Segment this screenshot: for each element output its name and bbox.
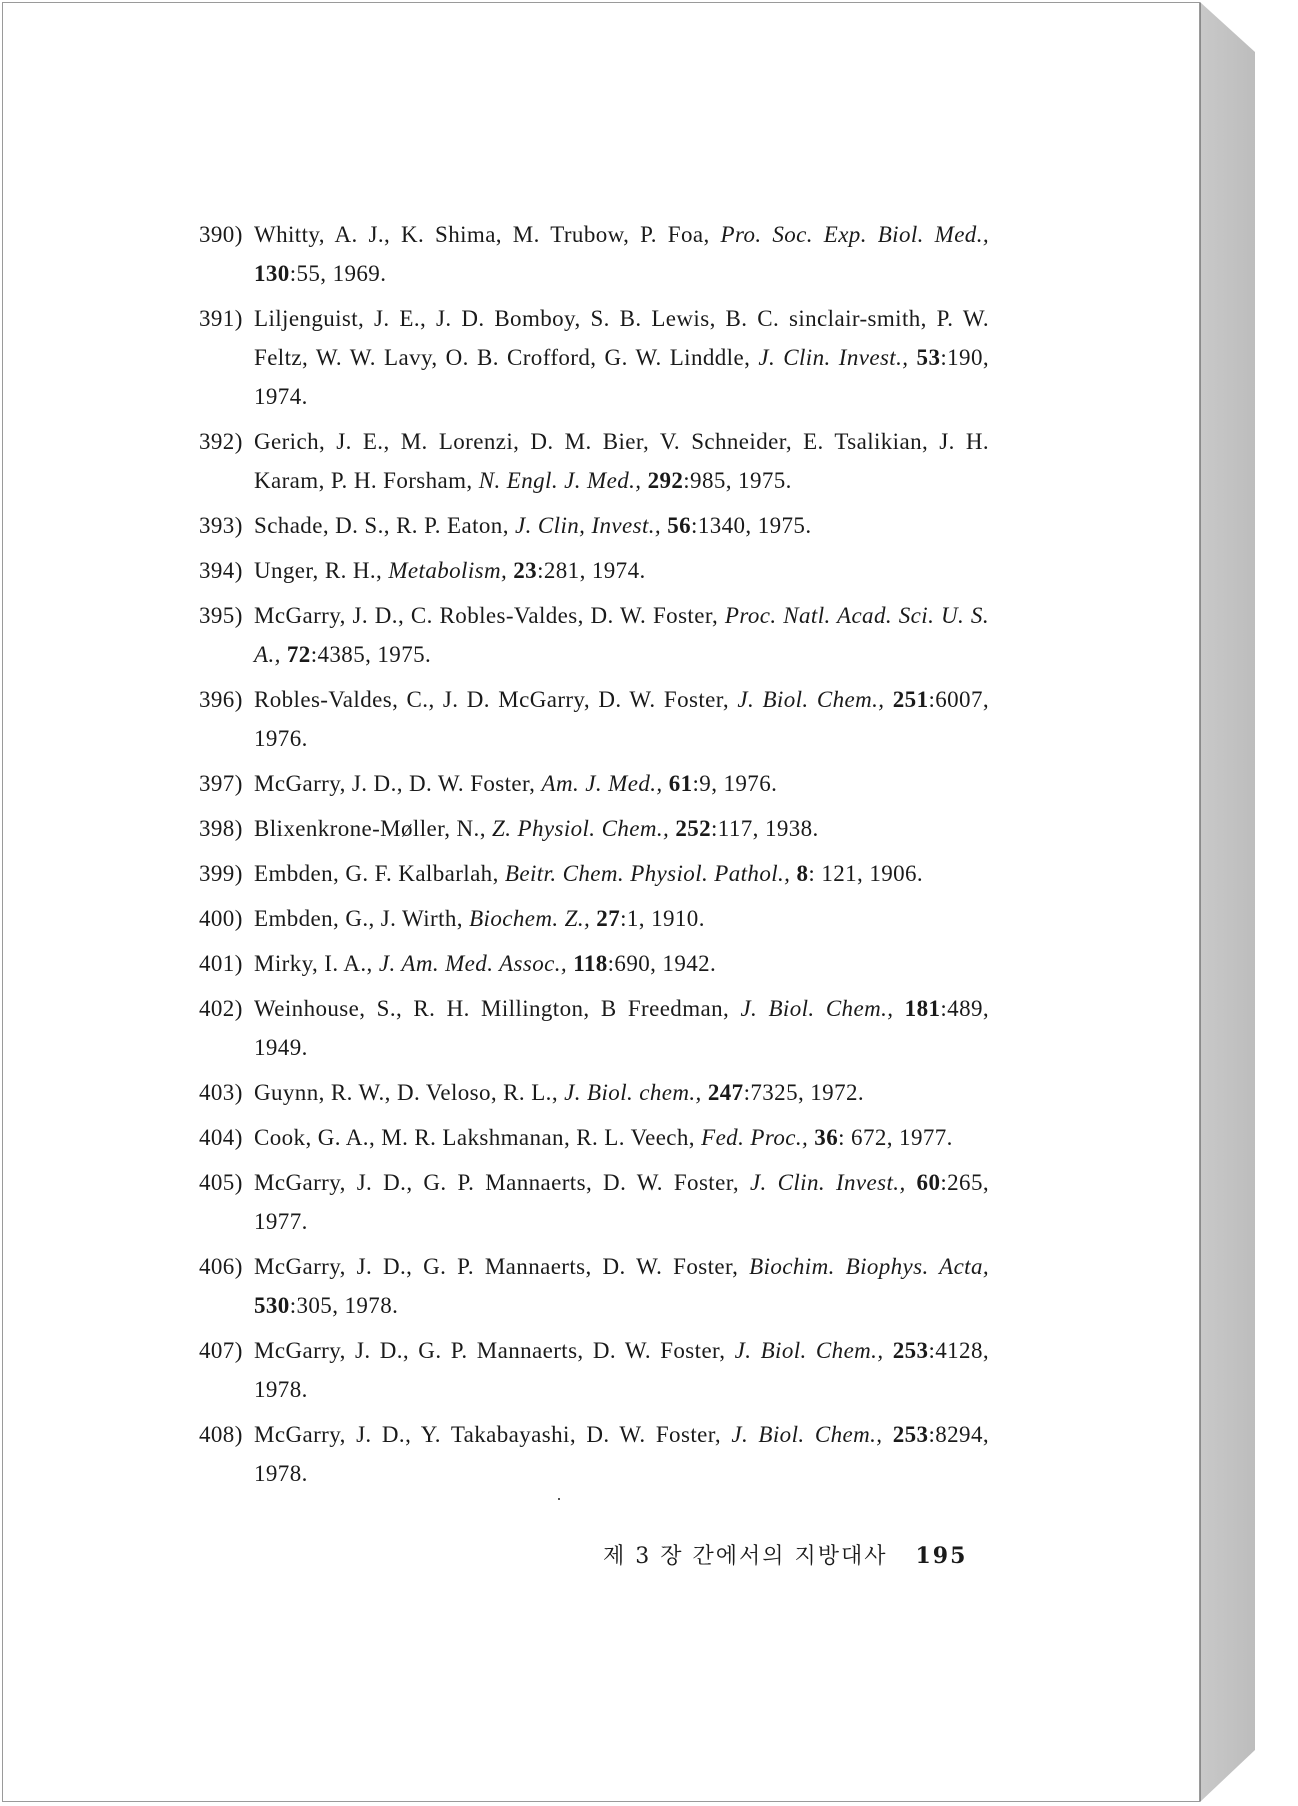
reference-journal: Pro. Soc. Exp. Biol. Med., bbox=[720, 222, 989, 247]
reference-number: 405) bbox=[199, 1170, 243, 1195]
reference-journal: Beitr. Chem. Physiol. Pathol., bbox=[504, 861, 791, 886]
reference-number: 398) bbox=[199, 816, 243, 841]
reference-item bbox=[199, 989, 989, 1067]
reference-journal: Proc. Natl. Acad. Sci. U. S. A., bbox=[254, 603, 989, 667]
reference-number: 402) bbox=[199, 996, 243, 1021]
reference-number: 406) bbox=[199, 1254, 243, 1279]
reference-pages-year: :6007, 1976. bbox=[254, 687, 990, 751]
reference-volume: 251 bbox=[892, 687, 929, 712]
reference-text bbox=[254, 1331, 989, 1409]
reference-journal: Z. Physiol. Chem., bbox=[492, 816, 670, 841]
reference-pages-year: :305, 1978. bbox=[289, 1293, 399, 1318]
reference-authors: McGarry, J. D., G. P. Mannaerts, D. W. Foster, bbox=[254, 1170, 739, 1195]
reference-number: 399) bbox=[199, 861, 243, 886]
reference-journal: Biochim. Biophys. Acta, bbox=[749, 1254, 990, 1279]
reference-text bbox=[254, 680, 989, 758]
reference-item bbox=[199, 944, 989, 983]
reference-number: 401) bbox=[199, 951, 243, 976]
reference-journal: J. Biol. Chem., bbox=[734, 1338, 884, 1363]
reference-text bbox=[254, 551, 989, 590]
reference-authors: McGarry, J. D., Y. Takabayashi, D. W. Foster, bbox=[254, 1422, 721, 1447]
reference-number: 390) bbox=[199, 222, 243, 247]
reference-volume: 292 bbox=[647, 468, 684, 493]
reference-number: 408) bbox=[199, 1422, 243, 1447]
reference-journal: J. Biol. Chem., bbox=[731, 1422, 883, 1447]
book-page bbox=[2, 2, 1200, 1802]
running-footer bbox=[603, 1539, 967, 1570]
reference-journal: J. Am. Med. Assoc., bbox=[378, 951, 568, 976]
reference-item bbox=[199, 1073, 989, 1112]
reference-number: 393) bbox=[199, 513, 243, 538]
reference-text bbox=[254, 989, 989, 1067]
reference-volume: 181 bbox=[904, 996, 941, 1021]
reference-pages-year: :9, 1976. bbox=[692, 771, 778, 796]
reference-item bbox=[199, 899, 989, 938]
reference-pages-year: :4128, 1978. bbox=[254, 1338, 989, 1402]
reference-volume: 253 bbox=[892, 1422, 929, 1447]
reference-item bbox=[199, 854, 989, 893]
reference-journal: Fed. Proc., bbox=[701, 1125, 809, 1150]
reference-text bbox=[254, 1163, 989, 1241]
reference-number: 392) bbox=[199, 429, 243, 454]
reference-pages-year: :8294, 1978. bbox=[254, 1422, 989, 1486]
reference-pages-year: :489, 1949. bbox=[254, 996, 990, 1060]
reference-volume: 72 bbox=[286, 642, 311, 667]
reference-item bbox=[199, 809, 989, 848]
reference-authors: McGarry, J. D., D. W. Foster, bbox=[254, 771, 536, 796]
reference-item bbox=[199, 299, 989, 416]
reference-authors: Whitty, A. J., K. Shima, M. Trubow, P. Foa, bbox=[254, 222, 710, 247]
reference-pages-year: :4385, 1975. bbox=[310, 642, 432, 667]
reference-authors: Mirky, I. A., bbox=[254, 951, 373, 976]
reference-journal: J. Clin. Invest., bbox=[749, 1170, 906, 1195]
reference-number: 400) bbox=[199, 906, 243, 931]
reference-number: 397) bbox=[199, 771, 243, 796]
reference-volume: 130 bbox=[254, 261, 290, 286]
reference-number: 391) bbox=[199, 306, 243, 331]
reference-item bbox=[199, 506, 989, 545]
reference-volume: 247 bbox=[707, 1080, 744, 1105]
reference-item bbox=[199, 1163, 989, 1241]
reference-authors: Weinhouse, S., R. H. Millington, B Freedman, bbox=[254, 996, 730, 1021]
reference-authors: Embden, G. F. Kalbarlah, bbox=[254, 861, 499, 886]
reference-journal: J. Clin. Invest., bbox=[758, 345, 909, 370]
reference-journal: J. Biol. Chem., bbox=[740, 996, 894, 1021]
reference-volume: 252 bbox=[675, 816, 712, 841]
reference-number: 395) bbox=[199, 603, 243, 628]
reference-authors: Unger, R. H., bbox=[254, 558, 383, 583]
reference-journal: Metabolism, bbox=[388, 558, 508, 583]
reference-authors: Liljenguist, J. E., J. D. Bomboy, S. B. Lewis, B. C. sinclair-smith, P. W. Feltz, W. W. Lavy, O. B. Crofford, G. W. Linddle, bbox=[254, 306, 989, 370]
page-number: 195 bbox=[915, 1543, 968, 1569]
reference-list bbox=[199, 215, 989, 1499]
reference-journal: Biochem. Z., bbox=[469, 906, 591, 931]
reference-text bbox=[254, 506, 989, 545]
page-stack-edge bbox=[1200, 2, 1255, 1802]
reference-text bbox=[254, 596, 989, 674]
reference-pages-year: : 672, 1977. bbox=[838, 1125, 953, 1150]
reference-authors: Schade, D. S., R. P. Eaton, bbox=[254, 513, 509, 538]
reference-number: 396) bbox=[199, 687, 243, 712]
reference-volume: 60 bbox=[916, 1170, 941, 1195]
reference-authors: Blixenkrone-Møller, N., bbox=[254, 816, 486, 841]
reference-authors: McGarry, J. D., G. P. Mannaerts, D. W. Foster, bbox=[254, 1254, 739, 1279]
reference-pages-year: : 121, 1906. bbox=[808, 861, 924, 886]
reference-text bbox=[254, 1073, 989, 1112]
reference-text bbox=[254, 422, 989, 500]
reference-volume: 56 bbox=[667, 513, 692, 538]
reference-journal: Am. J. Med., bbox=[541, 771, 663, 796]
reference-text bbox=[254, 299, 989, 416]
reference-authors: Gerich, J. E., M. Lorenzi, D. M. Bier, V. Schneider, E. Tsalikian, J. H. Karam, P. H. Forsham, bbox=[254, 429, 989, 493]
chapter-title: 제 3 장 간에서의 지방대사 bbox=[603, 1544, 888, 1569]
reference-journal: J. Clin, Invest., bbox=[515, 513, 662, 538]
reference-journal: J. Biol. chem., bbox=[564, 1080, 702, 1105]
reference-volume: 118 bbox=[573, 951, 608, 976]
reference-pages-year: :690, 1942. bbox=[607, 951, 717, 976]
reference-pages-year: :1340, 1975. bbox=[691, 513, 812, 538]
reference-authors: McGarry, J. D., C. Robles-Valdes, D. W. Foster, bbox=[254, 603, 719, 628]
reference-text bbox=[254, 1415, 989, 1493]
reference-text bbox=[254, 944, 989, 983]
reference-pages-year: :7325, 1972. bbox=[743, 1080, 865, 1105]
reference-journal: J. Biol. Chem., bbox=[737, 687, 885, 712]
reference-text bbox=[254, 809, 989, 848]
print-speck bbox=[558, 1498, 560, 1500]
reference-item bbox=[199, 1247, 989, 1325]
reference-authors: Cook, G. A., M. R. Lakshmanan, R. L. Veech, bbox=[254, 1125, 695, 1150]
reference-volume: 23 bbox=[513, 558, 538, 583]
reference-text bbox=[254, 764, 989, 803]
reference-volume: 27 bbox=[596, 906, 621, 931]
reference-pages-year: :985, 1975. bbox=[683, 468, 792, 493]
reference-pages-year: :55, 1969. bbox=[289, 261, 387, 286]
reference-volume: 253 bbox=[892, 1338, 929, 1363]
reference-item bbox=[199, 1331, 989, 1409]
reference-volume: 8 bbox=[796, 861, 809, 886]
reference-item bbox=[199, 680, 989, 758]
reference-volume: 53 bbox=[916, 345, 941, 370]
reference-volume: 530 bbox=[254, 1293, 290, 1318]
reference-authors: Robles-Valdes, C., J. D. McGarry, D. W. Foster, bbox=[254, 687, 730, 712]
reference-pages-year: :265, 1977. bbox=[254, 1170, 989, 1234]
reference-item bbox=[199, 764, 989, 803]
reference-authors: McGarry, J. D., G. P. Mannaerts, D. W. Foster, bbox=[254, 1338, 726, 1363]
reference-number: 404) bbox=[199, 1125, 243, 1150]
reference-number: 403) bbox=[199, 1080, 243, 1105]
reference-text bbox=[254, 1118, 989, 1157]
reference-authors: Embden, G., J. Wirth, bbox=[254, 906, 463, 931]
reference-item bbox=[199, 422, 989, 500]
reference-item bbox=[199, 551, 989, 590]
reference-item bbox=[199, 1118, 989, 1157]
reference-text bbox=[254, 1247, 989, 1325]
reference-item bbox=[199, 1415, 989, 1493]
reference-text bbox=[254, 899, 989, 938]
reference-pages-year: :281, 1974. bbox=[537, 558, 646, 583]
reference-text bbox=[254, 215, 989, 293]
reference-pages-year: :190, 1974. bbox=[254, 345, 989, 409]
reference-journal: N. Engl. J. Med., bbox=[478, 468, 642, 493]
reference-volume: 36 bbox=[814, 1125, 839, 1150]
reference-volume: 61 bbox=[668, 771, 693, 796]
reference-pages-year: :1, 1910. bbox=[620, 906, 705, 931]
reference-authors: Guynn, R. W., D. Veloso, R. L., bbox=[254, 1080, 558, 1105]
reference-pages-year: :117, 1938. bbox=[711, 816, 819, 841]
reference-text bbox=[254, 854, 989, 893]
reference-item bbox=[199, 596, 989, 674]
reference-number: 394) bbox=[199, 558, 243, 583]
reference-number: 407) bbox=[199, 1338, 243, 1363]
reference-item bbox=[199, 215, 989, 293]
